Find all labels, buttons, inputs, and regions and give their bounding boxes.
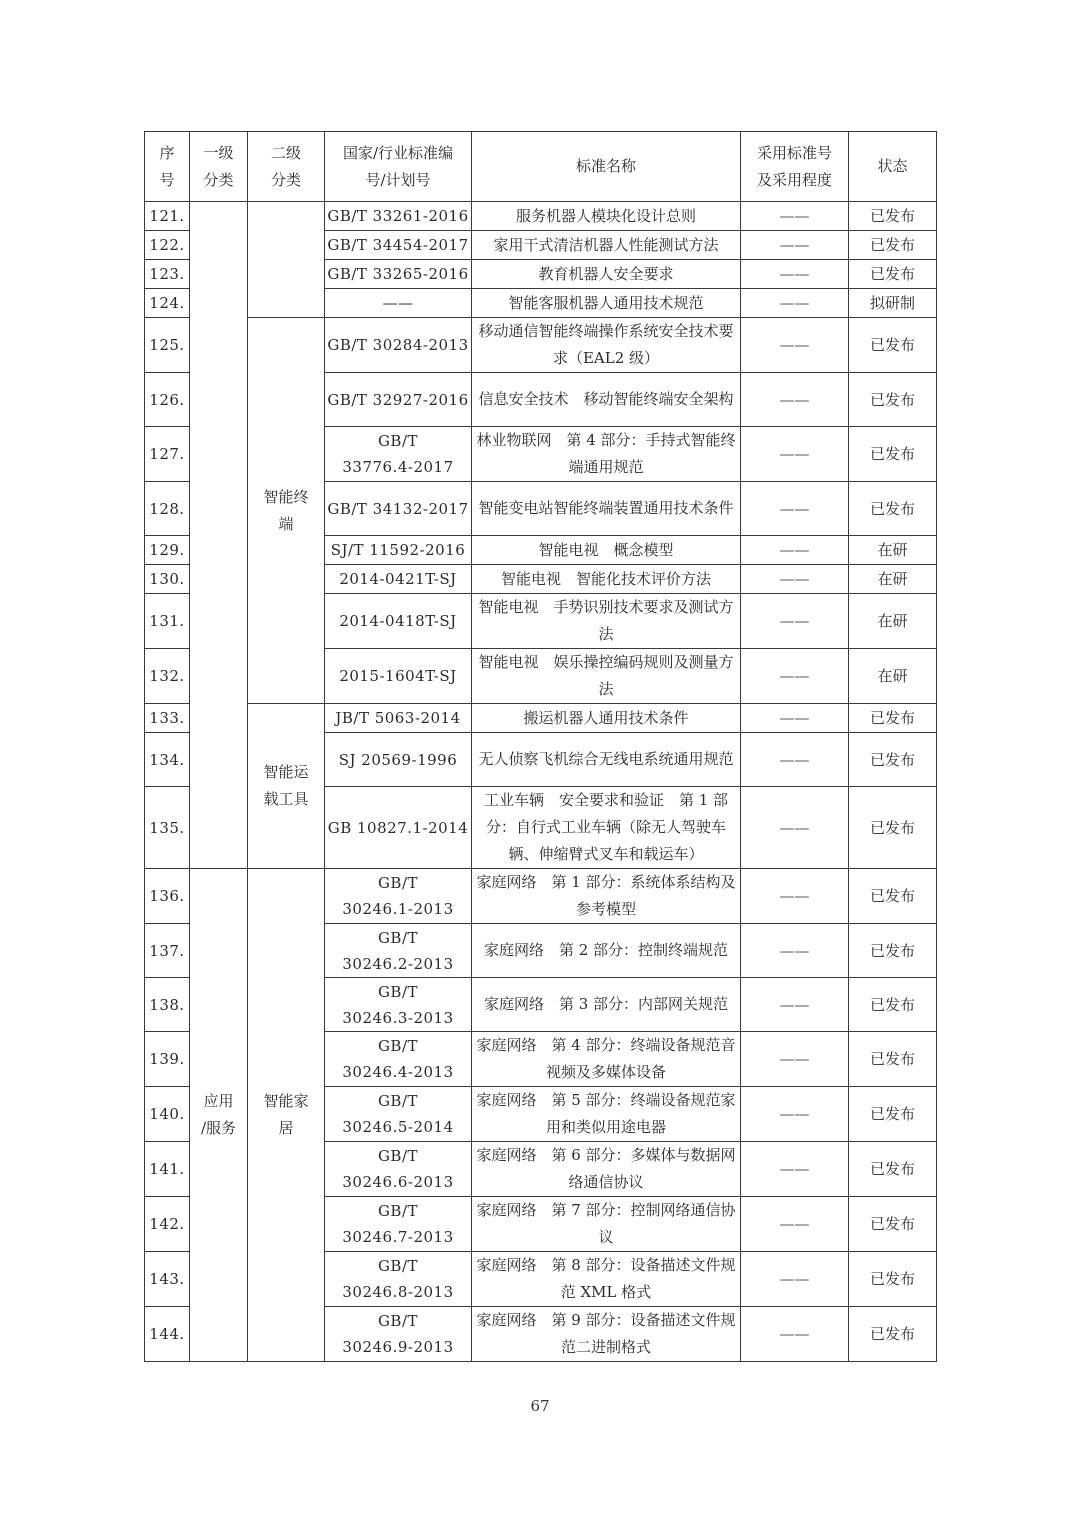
standard-number: SJ 20569-1996 — [325, 733, 472, 787]
level1-category-cell — [190, 202, 248, 869]
status: 已发布 — [849, 733, 937, 787]
row-number: 121. — [145, 202, 190, 231]
standard-name: 家庭网络 第 7 部分：控制网络通信协议 — [472, 1197, 741, 1252]
standard-name: 无人侦察飞机综合无线电系统通用规范 — [472, 733, 741, 787]
adoption-degree: —— — [741, 482, 849, 536]
standard-number: GB/T 30246.1-2013 — [325, 869, 472, 924]
row-number: 128. — [145, 482, 190, 536]
standard-name: 智能变电站智能终端装置通用技术条件 — [472, 482, 741, 536]
standard-name: 家庭网络 第 5 部分：终端设备规范家用和类似用途电器 — [472, 1087, 741, 1142]
row-number: 131. — [145, 594, 190, 649]
level2-category-smart-home: 智能家 居 — [248, 869, 325, 1362]
adoption-degree: —— — [741, 202, 849, 231]
standard-name: 搬运机器人通用技术条件 — [472, 704, 741, 733]
table-row — [145, 202, 937, 231]
header-std-no: 国家/行业标准编 号/计划号 — [325, 132, 472, 202]
status: 已发布 — [849, 1197, 937, 1252]
status: 已发布 — [849, 318, 937, 373]
header-name: 标准名称 — [472, 132, 741, 202]
adoption-degree: —— — [741, 869, 849, 924]
adoption-degree: —— — [741, 1252, 849, 1307]
standard-name: 林业物联网 第 4 部分：手持式智能终端通用规范 — [472, 427, 741, 482]
level2-category-smart-terminal: 智能终 端 — [248, 318, 325, 704]
standard-number: GB/T 30246.9-2013 — [325, 1307, 472, 1362]
standard-name: 智能电视 智能化技术评价方法 — [472, 565, 741, 594]
level2-category-cell — [248, 202, 325, 318]
standard-name: 家庭网络 第 2 部分：控制终端规范 — [472, 924, 741, 978]
row-number: 123. — [145, 260, 190, 289]
standard-name: 智能电视 娱乐操控编码规则及测量方法 — [472, 649, 741, 704]
status: 已发布 — [849, 482, 937, 536]
adoption-degree: —— — [741, 427, 849, 482]
standard-number: GB/T 34132-2017 — [325, 482, 472, 536]
row-number: 143. — [145, 1252, 190, 1307]
header-no: 序 号 — [145, 132, 190, 202]
adoption-degree: —— — [741, 924, 849, 978]
row-number: 140. — [145, 1087, 190, 1142]
standard-name: 信息安全技术 移动智能终端安全架构 — [472, 373, 741, 427]
status: 已发布 — [849, 1087, 937, 1142]
standard-name: 移动通信智能终端操作系统安全技术要求（EAL2 级） — [472, 318, 741, 373]
standard-number: GB 10827.1-2014 — [325, 787, 472, 869]
standard-name: 家庭网络 第 9 部分：设备描述文件规范二进制格式 — [472, 1307, 741, 1362]
standard-number: GB/T 33265-2016 — [325, 260, 472, 289]
table-row — [145, 869, 937, 924]
table-row — [145, 318, 937, 373]
status: 已发布 — [849, 373, 937, 427]
status: 已发布 — [849, 869, 937, 924]
standard-number: GB/T 33261-2016 — [325, 202, 472, 231]
adoption-degree: —— — [741, 1197, 849, 1252]
standard-number: GB/T 33776.4-2017 — [325, 427, 472, 482]
adoption-degree: —— — [741, 1032, 849, 1087]
adoption-degree: —— — [741, 704, 849, 733]
status: 在研 — [849, 594, 937, 649]
header-level2: 二级 分类 — [248, 132, 325, 202]
adoption-degree: —— — [741, 260, 849, 289]
row-number: 133. — [145, 704, 190, 733]
header-level1: 一级 分类 — [190, 132, 248, 202]
status: 在研 — [849, 649, 937, 704]
row-number: 130. — [145, 565, 190, 594]
standard-number: GB/T 32927-2016 — [325, 373, 472, 427]
standard-name: 教育机器人安全要求 — [472, 260, 741, 289]
adoption-degree: —— — [741, 787, 849, 869]
standard-name: 工业车辆 安全要求和验证 第 1 部分：自行式工业车辆（除无人驾驶车辆、伸缩臂式叉车和载运车） — [472, 787, 741, 869]
standard-number: GB/T 30246.3-2013 — [325, 978, 472, 1032]
status: 已发布 — [849, 704, 937, 733]
row-number: 138. — [145, 978, 190, 1032]
adoption-degree: —— — [741, 373, 849, 427]
row-number: 127. — [145, 427, 190, 482]
standard-name: 家庭网络 第 1 部分：系统体系结构及参考模型 — [472, 869, 741, 924]
standard-number: SJ/T 11592-2016 — [325, 536, 472, 565]
standard-name: 智能客服机器人通用技术规范 — [472, 289, 741, 318]
row-number: 136. — [145, 869, 190, 924]
status: 已发布 — [849, 787, 937, 869]
table-row — [145, 704, 937, 733]
row-number: 135. — [145, 787, 190, 869]
standard-number: GB/T 30246.8-2013 — [325, 1252, 472, 1307]
status: 在研 — [849, 536, 937, 565]
standard-name: 家庭网络 第 8 部分：设备描述文件规范 XML 格式 — [472, 1252, 741, 1307]
adoption-degree: —— — [741, 536, 849, 565]
standard-number: GB/T 30284-2013 — [325, 318, 472, 373]
adoption-degree: —— — [741, 231, 849, 260]
level2-category-smart-transport: 智能运 载工具 — [248, 704, 325, 869]
table-header-row — [145, 132, 937, 202]
adoption-degree: —— — [741, 733, 849, 787]
row-number: 134. — [145, 733, 190, 787]
row-number: 142. — [145, 1197, 190, 1252]
adoption-degree: —— — [741, 649, 849, 704]
standard-number: 2014-0418T-SJ — [325, 594, 472, 649]
status: 拟研制 — [849, 289, 937, 318]
status: 已发布 — [849, 202, 937, 231]
adoption-degree: —— — [741, 289, 849, 318]
status: 已发布 — [849, 1142, 937, 1197]
standard-name: 智能电视 概念模型 — [472, 536, 741, 565]
standard-number: GB/T 30246.5-2014 — [325, 1087, 472, 1142]
standard-number: GB/T 30246.4-2013 — [325, 1032, 472, 1087]
status: 已发布 — [849, 1252, 937, 1307]
row-number: 124. — [145, 289, 190, 318]
standard-name: 家庭网络 第 3 部分：内部网关规范 — [472, 978, 741, 1032]
status: 已发布 — [849, 427, 937, 482]
adoption-degree: —— — [741, 318, 849, 373]
row-number: 132. — [145, 649, 190, 704]
standard-number: GB/T 30246.7-2013 — [325, 1197, 472, 1252]
level1-category-application: 应用 /服务 — [190, 869, 248, 1362]
standard-name: 家庭网络 第 4 部分：终端设备规范音视频及多媒体设备 — [472, 1032, 741, 1087]
standard-name: 家用干式清洁机器人性能测试方法 — [472, 231, 741, 260]
row-number: 141. — [145, 1142, 190, 1197]
row-number: 126. — [145, 373, 190, 427]
standard-number: —— — [325, 289, 472, 318]
status: 已发布 — [849, 978, 937, 1032]
status: 已发布 — [849, 1032, 937, 1087]
row-number: 125. — [145, 318, 190, 373]
page-number: 67 — [530, 1397, 550, 1415]
adoption-degree: —— — [741, 1307, 849, 1362]
standard-number: GB/T 30246.2-2013 — [325, 924, 472, 978]
standard-name: 家庭网络 第 6 部分：多媒体与数据网络通信协议 — [472, 1142, 741, 1197]
standard-number: GB/T 30246.6-2013 — [325, 1142, 472, 1197]
standard-number: 2014-0421T-SJ — [325, 565, 472, 594]
adoption-degree: —— — [741, 565, 849, 594]
status: 已发布 — [849, 260, 937, 289]
standard-number: GB/T 34454-2017 — [325, 231, 472, 260]
standard-name: 服务机器人模块化设计总则 — [472, 202, 741, 231]
row-number: 144. — [145, 1307, 190, 1362]
row-number: 139. — [145, 1032, 190, 1087]
adoption-degree: —— — [741, 594, 849, 649]
standard-number: JB/T 5063-2014 — [325, 704, 472, 733]
adoption-degree: —— — [741, 1087, 849, 1142]
adoption-degree: —— — [741, 978, 849, 1032]
row-number: 129. — [145, 536, 190, 565]
adoption-degree: —— — [741, 1142, 849, 1197]
standard-name: 智能电视 手势识别技术要求及测试方法 — [472, 594, 741, 649]
standard-number: 2015-1604T-SJ — [325, 649, 472, 704]
status: 已发布 — [849, 231, 937, 260]
row-number: 137. — [145, 924, 190, 978]
header-status: 状态 — [849, 132, 937, 202]
header-adopt: 采用标准号 及采用程度 — [741, 132, 849, 202]
row-number: 122. — [145, 231, 190, 260]
status: 已发布 — [849, 1307, 937, 1362]
standards-table — [144, 131, 937, 1362]
status: 在研 — [849, 565, 937, 594]
status: 已发布 — [849, 924, 937, 978]
